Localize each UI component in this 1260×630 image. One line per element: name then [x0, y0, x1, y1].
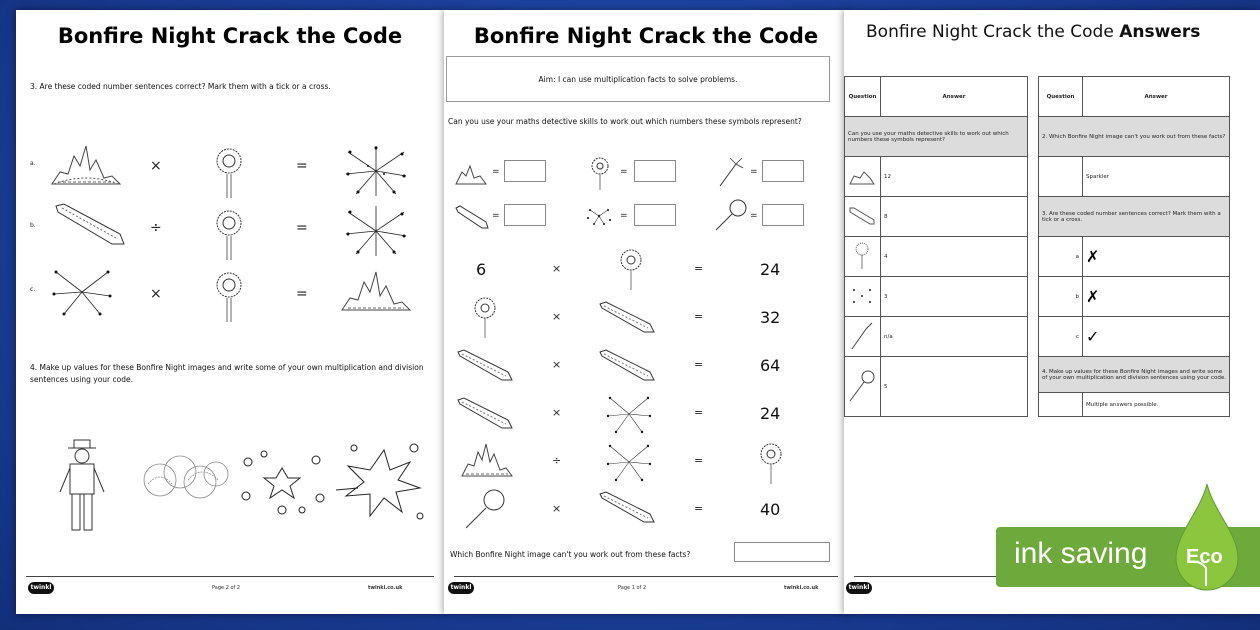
toffee-apple-icon: [464, 488, 506, 530]
answer-box-rocket-burst[interactable]: [634, 160, 676, 182]
sparkler-icon: [716, 156, 744, 190]
eco-label: Eco: [1186, 546, 1223, 568]
footer-url: twinkl.co.uk: [368, 585, 403, 591]
eq1-result: 24: [760, 260, 781, 279]
bonfire-icon: [454, 162, 488, 186]
explosion-icon: [334, 440, 426, 526]
rocket-icon: [454, 204, 490, 230]
rocket-icon: [598, 490, 658, 526]
answer-icon-sparkler: [845, 317, 881, 357]
answer-icon-rocket-burst: [845, 237, 881, 277]
rocket-burst-icon: [590, 156, 610, 192]
page-number: Page 1 of 2: [618, 585, 647, 591]
question-4-text: 4. Make up values for these Bonfire Night images and write some of your own multiplication and division sentences using your code.: [30, 363, 424, 384]
bonfire-icon: [48, 140, 124, 190]
firework-burst-icon: [606, 442, 652, 482]
tick-mark: ✓: [1086, 327, 1100, 346]
row-c-label: c.: [30, 286, 36, 293]
page-title: Bonfire Night Crack the Code: [473, 24, 819, 48]
equals-a: =: [296, 158, 308, 174]
eq2-result: 32: [760, 308, 781, 327]
eq6-result: 40: [760, 500, 781, 519]
rocket-icon: [598, 300, 658, 336]
firework-burst-icon: [342, 204, 410, 258]
page-number: Page 2 of 2: [212, 585, 241, 591]
firework-burst-icon: [606, 394, 652, 434]
aim-text: Aim: I can use multiplication facts to solve problems.: [538, 75, 738, 84]
twinkl-logo: twinkl: [846, 582, 872, 594]
answer-box-firework[interactable]: [634, 204, 676, 226]
intro-text: Can you use your maths detective skills to work out which numbers these symbols represent?: [448, 117, 802, 126]
bonfire-icon: [338, 266, 414, 316]
answers-table-right: Question Answer 2. Which Bonfire Night image can't you work out from these facts? Sparkler 3. Are these coded number sentences correct? Mark them with a tick or a cross. a ✗ b ✗ c ✓ 4. Make up values for these Bonfire Night images and write some of your own multiplication and division sentences using your code. Multiple answers possible.: [1038, 76, 1230, 417]
operator-c: ×: [150, 286, 162, 302]
cross-mark: ✗: [1086, 287, 1100, 306]
answer-icon-firework: [845, 277, 881, 317]
answer-icon-toffee-apple: [845, 357, 881, 417]
aim-box: [446, 56, 830, 102]
page-title: Bonfire Night Crack the Code Answers: [866, 22, 1201, 42]
bonfire-icon: [460, 440, 514, 480]
rocket-icon: [456, 348, 516, 384]
operator-a: ×: [150, 158, 162, 174]
rocket-icon: [456, 396, 516, 432]
footer-url: twinkl.co.uk: [784, 585, 819, 591]
answer-icon-bonfire: [845, 157, 881, 197]
operator-b: ÷: [150, 220, 162, 236]
eq4-result: 24: [760, 404, 781, 423]
question-3-text: 3. Are these coded number sentences correct? Mark them with a tick or a cross.: [30, 82, 331, 91]
guy-figure-icon: [56, 438, 108, 534]
eq1-left: 6: [476, 260, 487, 279]
twinkl-logo: twinkl: [28, 582, 54, 594]
answer-box-sparkler[interactable]: [762, 160, 804, 182]
equals-c: =: [296, 286, 308, 302]
final-answer-box[interactable]: [734, 542, 830, 562]
rocket-burst-icon: [212, 144, 246, 200]
answer-box-rocket[interactable]: [504, 204, 546, 226]
toffee-apple-icon: [714, 198, 748, 232]
eq3-result: 64: [760, 356, 781, 375]
answer-box-toffee-apple[interactable]: [762, 204, 804, 226]
rocket-icon: [598, 348, 658, 384]
worksheet-page-1: Bonfire Night Crack the Code Aim: I can use multiplication facts to solve problems. Can you use your maths detective skills to work out which numbers these symbols represent? = = = = = = 6 × = 24 × = 32 × = 64 × = 24 ÷ = × = 40 Which Bonfire Night image can't you work out from these facts? twinkl Page 1 of 2 twinkl.co.uk: [444, 10, 848, 614]
page-title: Bonfire Night Crack the Code: [57, 24, 403, 48]
cross-mark: ✗: [1086, 247, 1100, 266]
star-burst-icon: [238, 448, 328, 518]
ink-saving-label: ink saving: [1014, 537, 1148, 570]
rocket-burst-icon: [618, 248, 644, 292]
firework-burst-icon: [584, 204, 614, 228]
sparkle-burst-icon: [50, 266, 114, 318]
eco-drop-icon: [1170, 482, 1244, 592]
row-a-label: a.: [30, 160, 36, 167]
rocket-burst-icon: [212, 206, 246, 262]
answer-icon-rocket: [845, 197, 881, 237]
rocket-burst-icon: [758, 442, 784, 486]
smoke-cloud-icon: [140, 450, 232, 510]
rocket-burst-icon: [212, 268, 246, 324]
answer-box-bonfire[interactable]: [504, 160, 546, 182]
equals-b: =: [296, 220, 308, 236]
rocket-icon: [50, 200, 130, 250]
firework-burst-icon: [342, 144, 410, 198]
rocket-burst-icon: [472, 296, 498, 340]
row-b-label: b.: [30, 222, 36, 229]
final-question: Which Bonfire Night image can't you work out from these facts?: [450, 550, 691, 559]
worksheet-page-2: [16, 10, 444, 614]
answers-table-left: Question Answer Can you use your maths detective skills to work out which numbers these symbols represent? 12 8 4 3 n/a 5: [844, 76, 1028, 417]
twinkl-logo: twinkl: [448, 582, 474, 594]
